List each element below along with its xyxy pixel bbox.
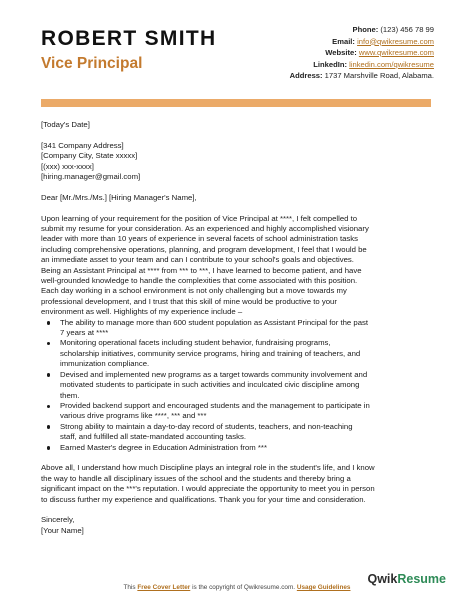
highlight-line: Provided backend support and encouraged students and the management to participate in xyxy=(60,400,370,410)
address-line: [hiring.manager@gmail.com] xyxy=(41,172,141,182)
intro-line: leader with more than 10 years of experience in several facets of school administration tasks xyxy=(41,234,359,244)
free-cover-letter-link[interactable]: Free Cover Letter xyxy=(137,584,191,591)
closing-line: Above all, I understand how much Discipline plays an integral role in the student's life, and I know xyxy=(41,463,375,473)
contact-value[interactable]: info@qwikresume.com xyxy=(357,36,434,46)
closing-line: significant impact on the ***'s reputation. I would appreciate the opportunity to meet you in person xyxy=(41,484,375,494)
contact-value[interactable]: www.qwikresume.com xyxy=(358,48,434,57)
contact-label: LinkedIn: xyxy=(313,59,348,69)
intro-paragraph xyxy=(41,214,436,318)
highlight-item xyxy=(41,370,436,401)
highlight-item xyxy=(41,401,436,422)
footer-prefix: This xyxy=(123,584,136,591)
highlight-item xyxy=(41,422,436,443)
bullet-dot-icon xyxy=(47,446,50,449)
contact-row xyxy=(290,36,434,48)
bullet-dot-icon xyxy=(47,425,50,428)
recipient-address xyxy=(41,141,436,183)
intro-line: well-grounded knowledge to handle the complexities that come associated with this position. xyxy=(41,276,358,286)
intro-line: environment as well. Highlights of my experience include – xyxy=(41,307,243,317)
bullet-dot-icon xyxy=(47,321,50,324)
bullet-dot-icon xyxy=(47,405,50,408)
contact-row xyxy=(290,24,434,36)
signoff: Sincerely, xyxy=(41,515,75,525)
highlight-line: immunization compliance. xyxy=(60,359,150,369)
address-line: [341 Company Address] xyxy=(41,140,124,150)
highlight-line: Strong ability to maintain a day-to-day record of students, teachers, and non-teaching xyxy=(60,421,353,431)
salutation: Dear [Mr./Mrs./Ms.] [Hiring Manager's Name], xyxy=(41,192,197,202)
contact-label: Website: xyxy=(325,48,357,57)
job-title: Vice Principal xyxy=(41,55,143,72)
date-line: [Today's Date] xyxy=(41,120,90,129)
contact-row xyxy=(290,47,434,59)
highlight-line: Devised and implemented new programs as a target towards community involvement and xyxy=(60,369,368,379)
closing-line: the way to handle all disciplinary issues of the school and the students and thereby bring a xyxy=(41,473,351,483)
intro-line: including comprehensive operations, planning, and program development, I feel that I would be xyxy=(41,244,367,254)
contact-label: Address: xyxy=(289,71,323,80)
applicant-name: ROBERT SMITH xyxy=(41,27,217,50)
contact-block xyxy=(290,24,434,82)
contact-label: Email: xyxy=(332,36,355,46)
highlight-line: Earned Master's degree in Education Administration from *** xyxy=(60,442,267,452)
contact-value[interactable]: linkedin.com/qwikresume xyxy=(349,59,434,69)
highlight-line: various drive programs like ****, *** and *** xyxy=(60,411,207,421)
signature-name: [Your Name] xyxy=(41,525,84,535)
contact-value: 1737 Marshville Road, Alabama. xyxy=(324,71,434,80)
highlight-line: 7 years at **** xyxy=(60,328,109,338)
accent-divider xyxy=(41,99,431,107)
intro-line: an immediate asset to your team and can I contribute to your school's goals and objectives. xyxy=(41,255,354,265)
qwikresume-logo[interactable] xyxy=(367,572,446,586)
contact-row xyxy=(290,70,434,82)
contact-label: Phone: xyxy=(352,25,379,34)
letter-body xyxy=(41,120,436,536)
closing-paragraph xyxy=(41,463,436,505)
intro-line: Being an Assistant Principal at **** from *** to ***, I have learned to become patient, and have xyxy=(41,265,362,275)
highlights-list xyxy=(41,318,436,453)
closing-line: to discuss further my experience and qualifications. Thank you for your time and consideration. xyxy=(41,494,366,504)
highlight-item xyxy=(41,318,436,339)
intro-line: professional development, and I trust that this skill of mine would be productive to your xyxy=(41,296,337,306)
highlight-line: them. xyxy=(60,390,80,400)
highlight-line: staff, and fulfilled all state-mandated accounting tasks. xyxy=(60,432,246,442)
contact-value: (123) 456 78 99 xyxy=(380,25,434,34)
intro-line: Each day working in a school environment is not only challenging but a move towards my xyxy=(41,286,347,296)
intro-line: Upon learning of your requirement for the position of Vice Principal at ****, I felt compelled to xyxy=(41,213,358,223)
highlight-line: Monitoring operational facets including student behavior, fundraising programs, xyxy=(60,338,331,348)
highlight-line: motivated students to participate in such activities and inculcated civic discipline among xyxy=(60,380,360,390)
bullet-dot-icon xyxy=(47,373,50,376)
logo-part-resume: Resume xyxy=(397,572,446,586)
highlight-item xyxy=(41,338,436,369)
highlight-line: The ability to manage more than 600 student population as Assistant Principal for the past xyxy=(60,317,369,327)
bullet-dot-icon xyxy=(47,342,50,345)
address-line: [Company City, State xxxxx] xyxy=(41,151,138,161)
highlight-line: scholarship initiatives, community service programs, hiring and training of teachers, and xyxy=(60,348,361,358)
usage-guidelines-link[interactable]: Usage Guidelines xyxy=(296,584,351,591)
intro-line: submit my resume for your consideration. As an experienced and highly accomplished visionary xyxy=(41,224,369,234)
highlight-item xyxy=(41,443,436,453)
footer-middle: is the copyright of Qwikresume.com. xyxy=(192,584,296,591)
address-line: [(xxx) xxx-xxxx] xyxy=(41,161,94,171)
logo-part-qwik: Qwik xyxy=(367,572,398,586)
contact-row xyxy=(290,59,434,71)
